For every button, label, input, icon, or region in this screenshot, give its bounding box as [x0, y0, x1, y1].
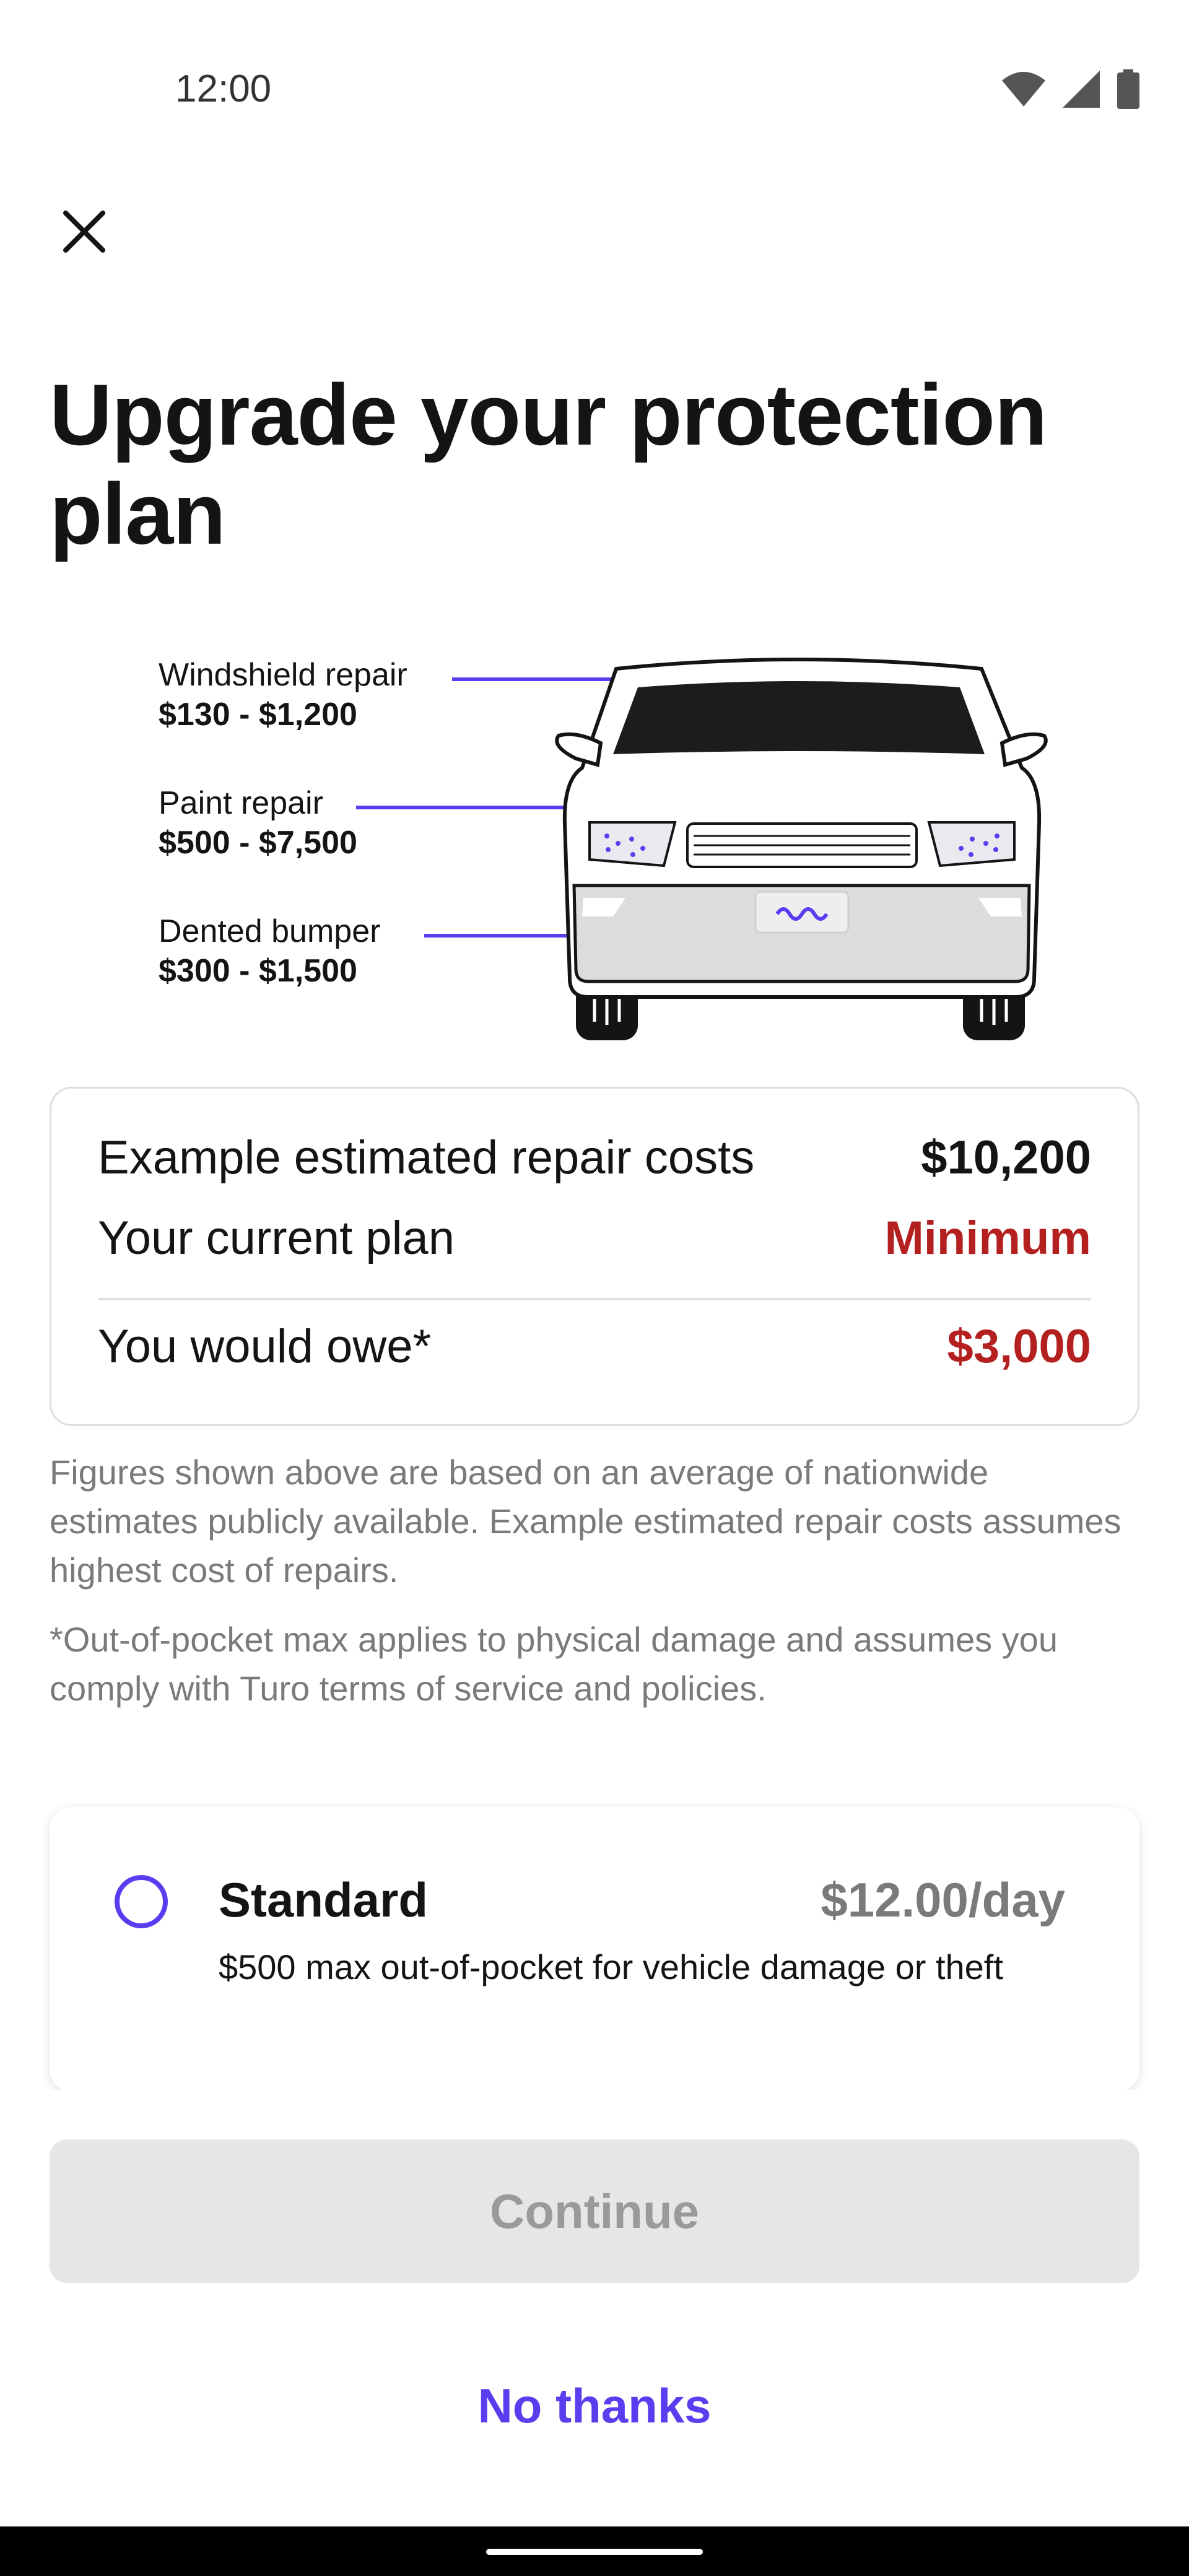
callout-bumper-range: $300 - $1,500	[159, 953, 357, 989]
callout-paint-name: Paint repair	[159, 785, 323, 821]
current-plan-value: Minimum	[884, 1212, 1091, 1264]
owe-value: $3,000	[947, 1320, 1091, 1373]
estimated-costs-value: $10,200	[921, 1131, 1091, 1184]
status-time: 12:00	[175, 67, 272, 110]
wifi-icon	[1002, 72, 1045, 107]
bottom-action-panel	[0, 2090, 1189, 2526]
car-icon	[142, 625, 1059, 1046]
out-of-pocket-disclaimer: *Out-of-pocket max applies to physical damage and assumes you comply with Turo terms of service and policies.	[50, 1620, 1058, 1708]
battery-icon	[1117, 69, 1139, 109]
car-damage-illustration	[142, 625, 1059, 1046]
owe-row	[98, 1320, 1091, 1373]
no-thanks-link[interactable]: No thanks	[477, 2378, 712, 2433]
plan-description: $500 max out-of-pocket for vehicle damage or theft	[219, 1947, 1003, 1986]
estimated-costs-row	[98, 1131, 1091, 1185]
close-icon	[62, 209, 107, 254]
figures-disclaimer: Figures shown above are based on an average of nationwide estimates publicly available. Example estimated repair costs assumes highest cost of repairs.	[50, 1453, 1121, 1590]
plan-name: Standard	[219, 1873, 429, 1927]
radio-button[interactable]	[115, 1875, 168, 1928]
callout-windshield-name: Windshield repair	[159, 657, 407, 693]
system-nav-bar	[0, 2526, 1189, 2576]
signal-icon	[1063, 71, 1100, 108]
callout-bumper-name: Dented bumper	[159, 913, 381, 949]
cost-summary-card	[50, 1087, 1139, 1426]
plan-price: $12.00/day	[821, 1873, 1065, 1927]
divider	[98, 1298, 1091, 1300]
callout-windshield-range: $130 - $1,200	[159, 697, 357, 733]
estimated-costs-label: Example estimated repair costs	[98, 1131, 755, 1184]
owe-label: You would owe*	[98, 1320, 432, 1373]
home-handle[interactable]	[486, 2549, 703, 2555]
current-plan-label: Your current plan	[98, 1212, 455, 1264]
callout-paint-range: $500 - $7,500	[159, 825, 357, 861]
current-plan-row	[98, 1211, 1091, 1265]
close-button[interactable]	[57, 204, 111, 259]
plan-option-standard[interactable]	[50, 1807, 1139, 2092]
status-icons	[1002, 69, 1139, 109]
continue-button[interactable]: Continue	[50, 2139, 1139, 2283]
page-title: Upgrade your protection plan	[50, 366, 1047, 562]
status-bar	[0, 0, 1189, 110]
